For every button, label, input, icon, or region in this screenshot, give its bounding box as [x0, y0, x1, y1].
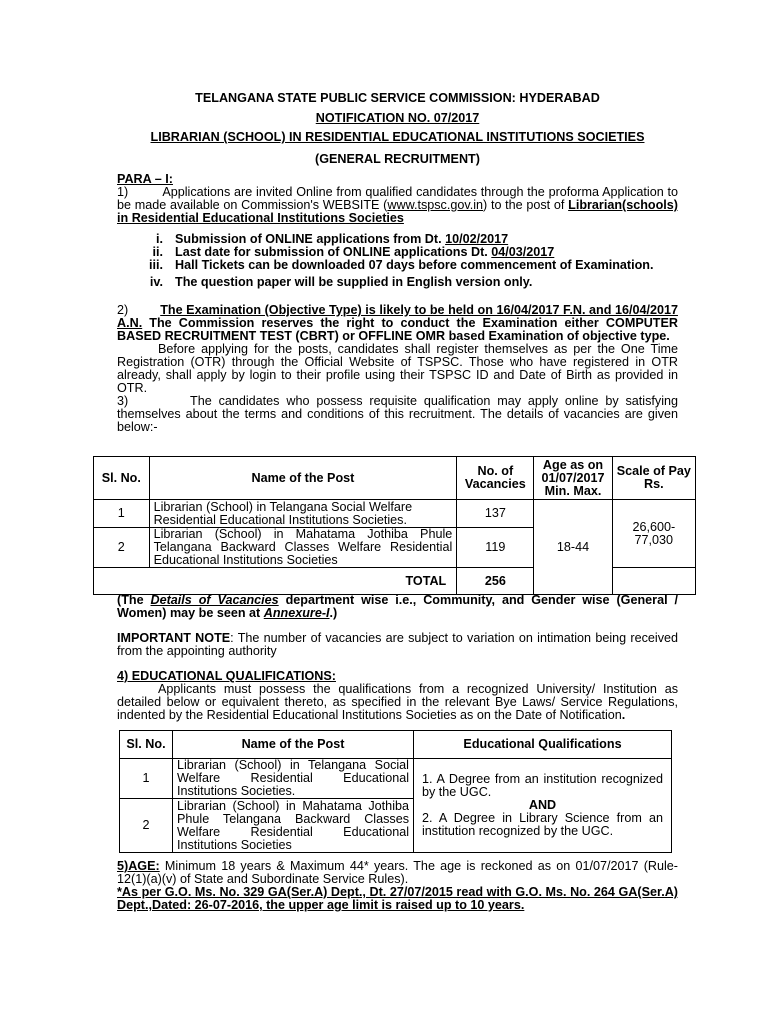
- lower-section: [117, 594, 678, 722]
- schedule-list: [117, 233, 678, 289]
- table-row: 1 Librarian (School) in Telangana Social Welfare Residential Educational Institutions Societies. 137 18-44 26,600-77,030: [94, 500, 696, 528]
- details-note: (The Details of Vacancies department wise i.e., Community, and Gender wise (General / Women) may be seen at Annexure-I.): [117, 593, 678, 620]
- para1-num: 1): [117, 185, 129, 199]
- header-vacancies: No. of Vacancies: [457, 457, 534, 500]
- exam-date: The Examination (Objective Type) is likely to be held on 16/04/2017 F.N. and 16/04/2017 A.N.: [117, 303, 678, 330]
- list-item: ii. Last date for submission of ONLINE applications Dt. 04/03/2017: [152, 245, 555, 259]
- para2-text: 2) The Examination (Objective Type) is likely to be held on 16/04/2017 F.N. and 16/04/2017 A.N. The Commission reserves the right to conduct the Examination either COMPUTER BASED RECRUITMENT TEST (CBRT) or OFFLINE OMR based Examination of objective type.: [117, 303, 678, 343]
- table-header-row: [94, 457, 696, 500]
- edu-heading: 4) EDUCATIONAL QUALIFICATIONS:: [117, 669, 336, 683]
- age-range: 18-44: [534, 500, 612, 595]
- total-value: 256: [457, 568, 534, 595]
- important-note: IMPORTANT NOTE: The number of vacancies are subject to variation on intimation being received from the appointing authority: [117, 631, 678, 658]
- otr-text: Before applying for the posts, candidates shall register themselves as per the One Time Registration (OTR) through the Official Website of TSPSC. Those who have registered in OTR already, shall apply by login to their profile using their TSPSC ID and Date of Birth as provided in OTR.: [117, 342, 678, 395]
- age-text: 5)AGE: Minimum 18 years & Maximum 44* years. The age is reckoned as on 01/07/2017 (Rule- 12(1)(a)(v) of State and Subordinate Service Rules).: [117, 859, 678, 886]
- website-link[interactable]: www.tspsc.gov.in: [387, 198, 484, 212]
- table-header-row: Sl. No. Name of the Post Educational Qualifications: [120, 731, 672, 759]
- para1-text: [117, 186, 678, 225]
- header-age: Age as on 01/07/2017 Min. Max.: [534, 457, 612, 500]
- recruitment-type: (GENERAL RECRUITMENT): [315, 152, 480, 166]
- table-row: 2 Librarian (School) in Mahatama Jothiba Phule Telangana Backward Classes Welfare Residential Educational Institutions Societies 119: [94, 528, 696, 568]
- para1-post-bold: Librarian(schools) in Residential Educational Institutions Societies: [117, 198, 678, 225]
- qualifications-cell: 1. A Degree from an institution recognized by the UGC. AND 2. A Degree in Library Science from an institution recognized by the UGC.: [414, 759, 672, 853]
- age-section: [117, 860, 678, 912]
- para1-text-a: Applications are invited Online from qualified candidates through the proforma Application to be made available on Commission's WEBSITE (: [117, 185, 678, 212]
- list-item: iv. The question paper will be supplied in English version only.: [149, 275, 533, 289]
- header-pay: Scale of Pay Rs.: [612, 457, 695, 500]
- notification-number: NOTIFICATION NO. 07/2017: [315, 111, 480, 125]
- document-page: [117, 92, 678, 434]
- table-row: 2 Librarian (School) in Mahatama Jothiba Phule Telangana Backward Classes Welfare Residential Educational Institutions Societies: [120, 799, 672, 853]
- header-sl: Sl. No.: [94, 457, 150, 500]
- para1-text-b: ) to the post of: [483, 198, 569, 212]
- total-label: TOTAL: [94, 568, 457, 595]
- age-relaxation-note: *As per G.O. Ms. No. 329 GA(Ser.A) Dept., Dt. 27/07/2015 read with G.O. Ms. No. 264 GA(Ser.A) Dept.,Dated: 26-07-2016, the upper age limit is raised up to 10 years.: [117, 885, 678, 912]
- edu-text: Applicants must possess the qualifications from a recognized University/ Institution as detailed below or equivalent thereto, as specified in the relevant Bye Laws/ Service Regulations, indented by the Residential Educational Institutions Societies as on the Date of Notification.: [117, 682, 678, 722]
- commission-title: TELANGANA STATE PUBLIC SERVICE COMMISSION: HYDERABAD: [195, 91, 600, 105]
- qualification-table: [119, 730, 672, 853]
- pay-scale: 26,600-77,030: [612, 500, 695, 568]
- post-title: LIBRARIAN (SCHOOL) IN RESIDENTIAL EDUCATIONAL INSTITUTIONS SOCIETIES: [150, 130, 645, 144]
- para3-text: 3) The candidates who possess requisite qualification may apply online by satisfying themselves about the terms and conditions of this recruitment. The details of vacancies are given below:-: [117, 394, 678, 434]
- list-item: i. Submission of ONLINE applications from Dt. 10/02/2017: [156, 232, 509, 246]
- para1-heading: PARA – I:: [117, 172, 173, 186]
- vacancy-table: [93, 456, 696, 595]
- table-row: 1 Librarian (School) in Telangana Social Welfare Residential Educational Institutions Societies. 1. A Degree from an institution recognized by the UGC. AND 2. A Degree in Library Science from an institution recognized by the UGC.: [120, 759, 672, 799]
- header-post: Name of the Post: [149, 457, 457, 500]
- list-item: iii. Hall Tickets can be downloaded 07 days before commencement of Examination.: [149, 258, 654, 272]
